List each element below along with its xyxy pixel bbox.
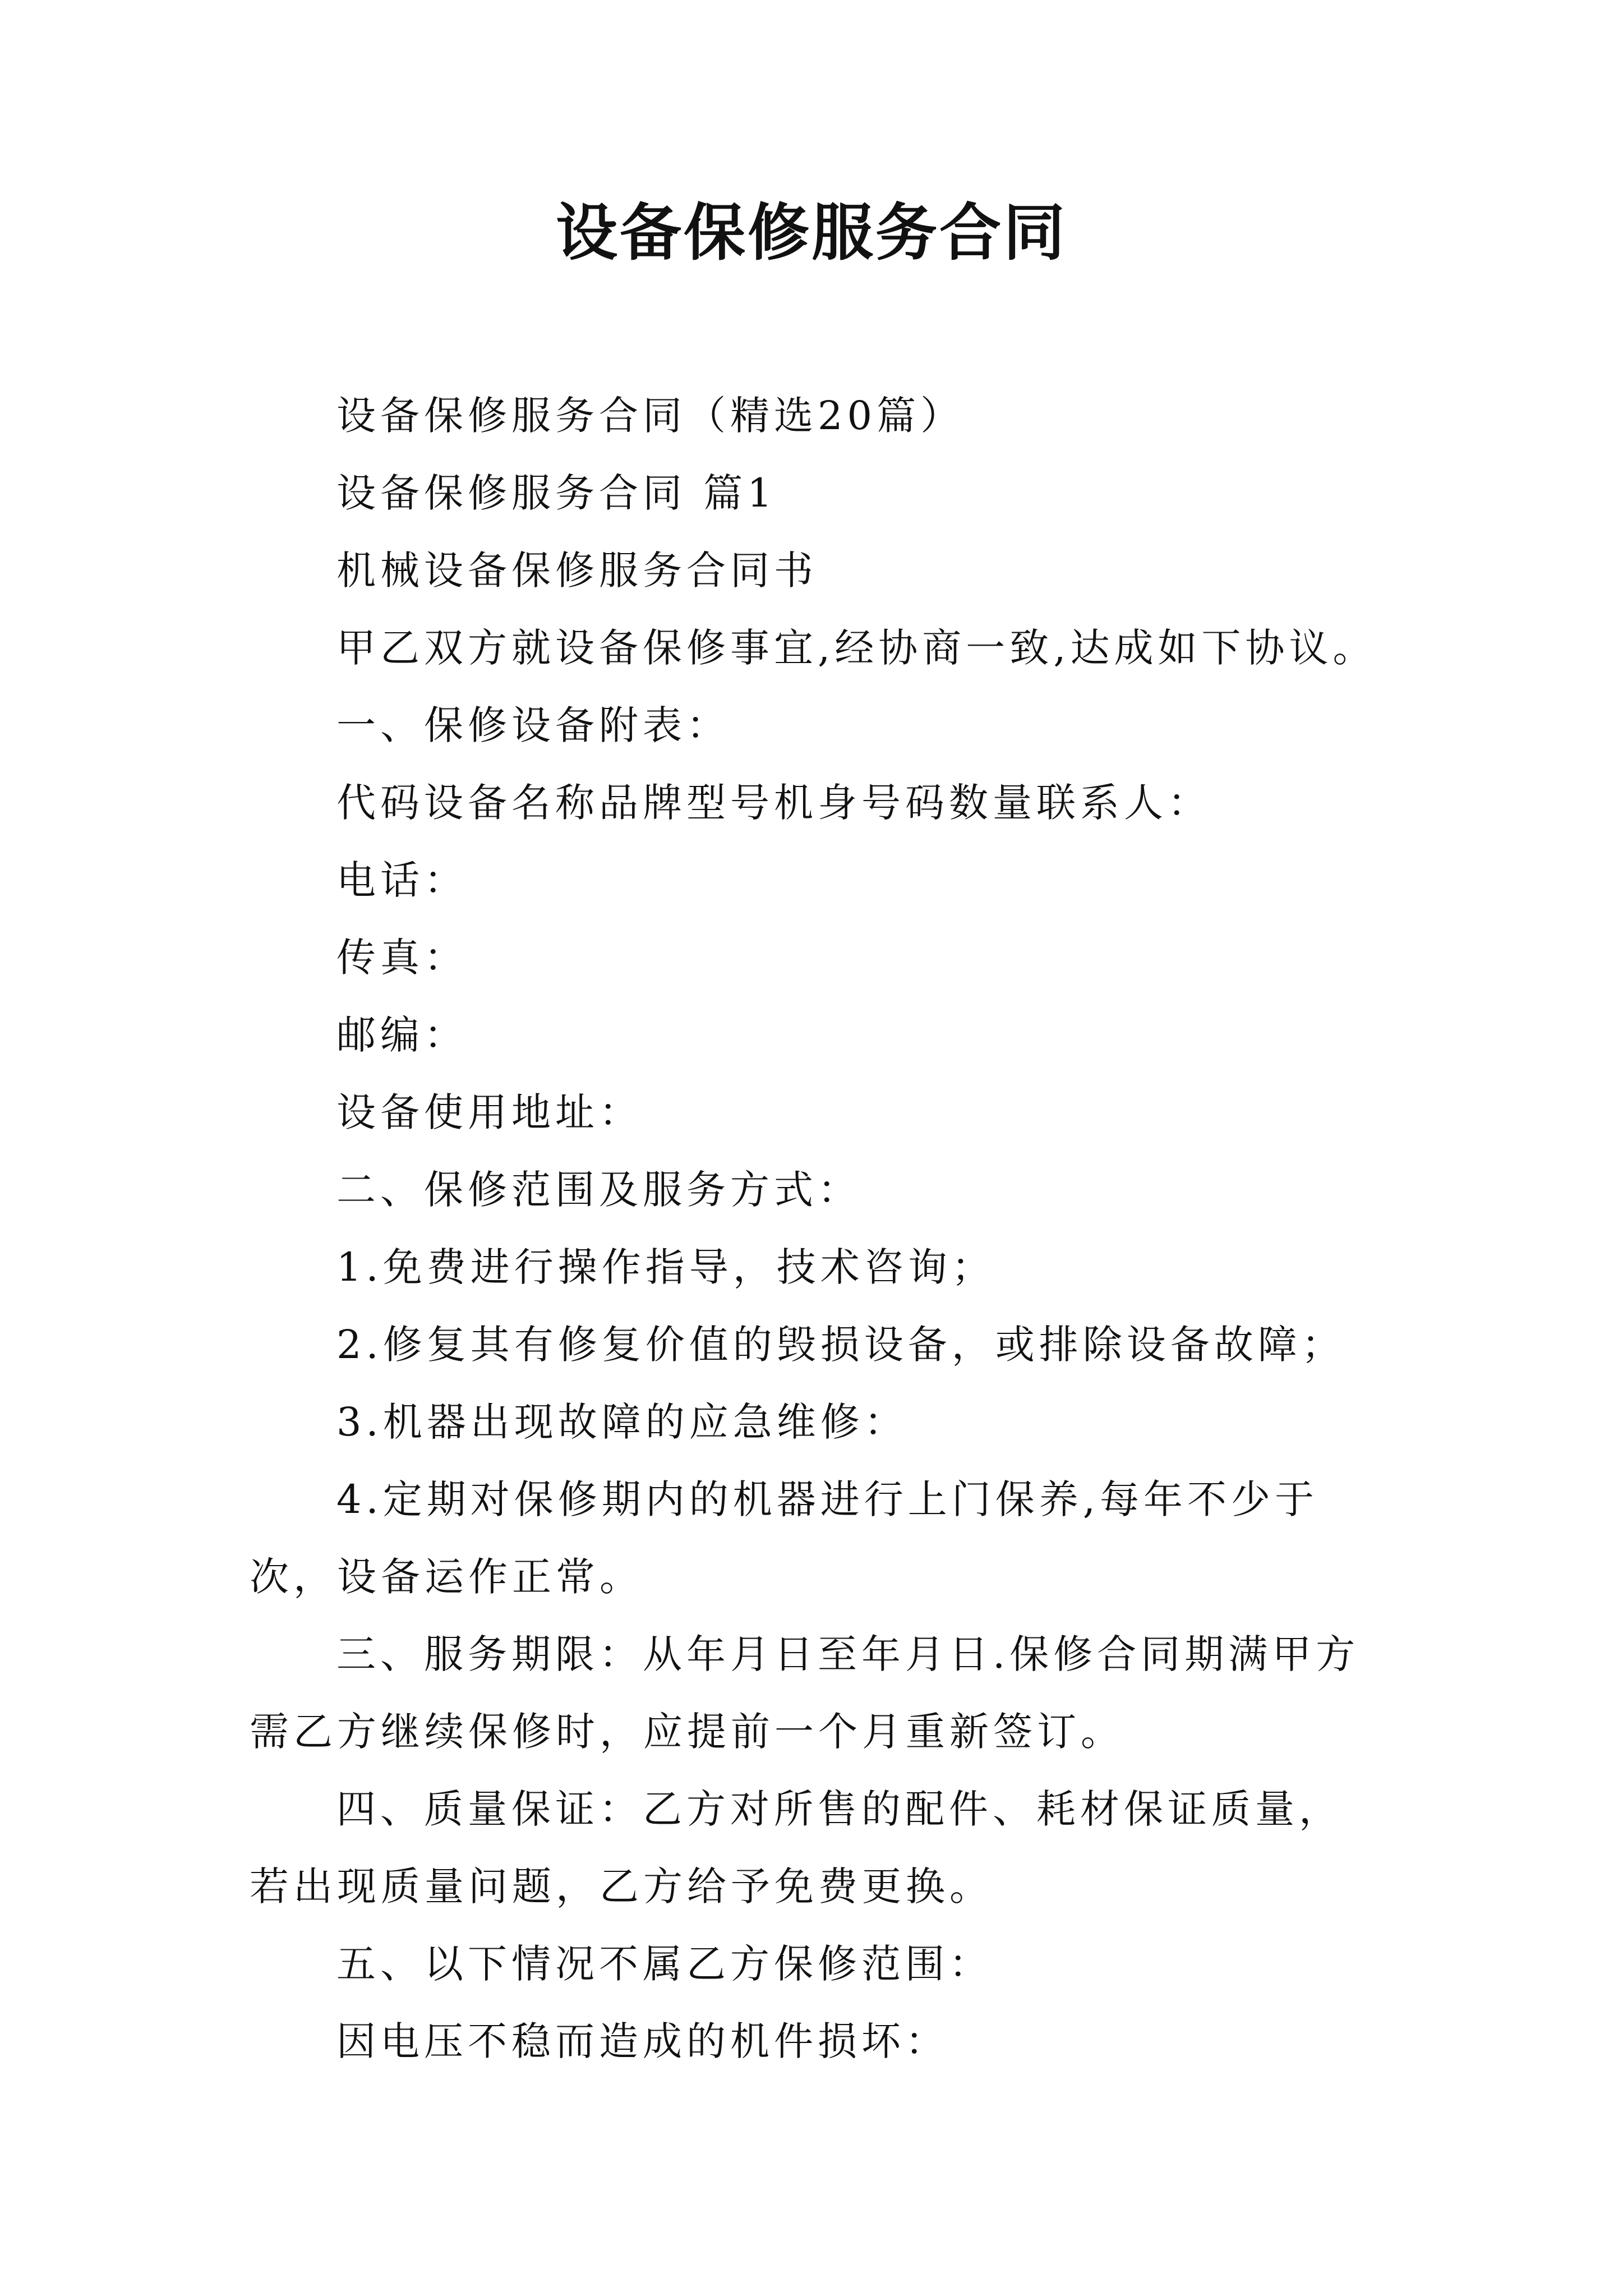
- document-body: [250, 377, 1382, 2080]
- paragraph-item-1: 1.免费进行操作指导，技术咨询；: [336, 1244, 995, 1290]
- paragraph-clause-5-heading: 五、以下情况不属乙方保修范围：: [336, 1941, 993, 1987]
- paragraph-contract-name: 机械设备保修服务合同书: [336, 547, 818, 593]
- paragraph-exclusion-1: 因电压不稳而造成的机件损坏：: [336, 2018, 949, 2064]
- paragraph-item-3: 3.机器出现故障的应急维修：: [336, 1399, 908, 1445]
- paragraph-clause-3: 三、服务期限：从年月日至年月日.保修合同期满甲方需乙方继续保修时，应提前一个月重新签订。: [250, 1631, 1360, 1755]
- paragraph-equipment-fields: 代码设备名称品牌型号机身号码数量联系人：: [336, 780, 1211, 826]
- paragraph-phone-field: 电话：: [336, 857, 468, 903]
- paragraph-fax-field: 传真：: [336, 935, 468, 981]
- paragraph-agreement-intro: 甲乙双方就设备保修事宜,经协商一致,达成如下协议。: [336, 625, 1377, 671]
- document-title: 设备保修服务合同: [556, 197, 1067, 269]
- paragraph-section-heading: 设备保修服务合同 篇1: [336, 470, 777, 516]
- paragraph-item-2: 2.修复其有修复价值的毁损设备，或排除设备故障；: [336, 1322, 1345, 1368]
- paragraph-subtitle: 设备保修服务合同（精选20篇）: [336, 393, 965, 439]
- paragraph-clause-2-heading: 二、保修范围及服务方式：: [336, 1167, 861, 1213]
- paragraph-address-field: 设备使用地址：: [336, 1089, 643, 1135]
- paragraph-clause-1-heading: 一、保修设备附表：: [336, 702, 730, 748]
- paragraph-postcode-field: 邮编：: [336, 1012, 468, 1058]
- paragraph-clause-4: 四、质量保证：乙方对所售的配件、耗材保证质量，若出现质量问题，乙方给予免费更换。: [250, 1786, 1343, 1910]
- paragraph-item-4: 4.定期对保修期内的机器进行上门保养,每年不少于次，设备运作正常。: [250, 1476, 1319, 1600]
